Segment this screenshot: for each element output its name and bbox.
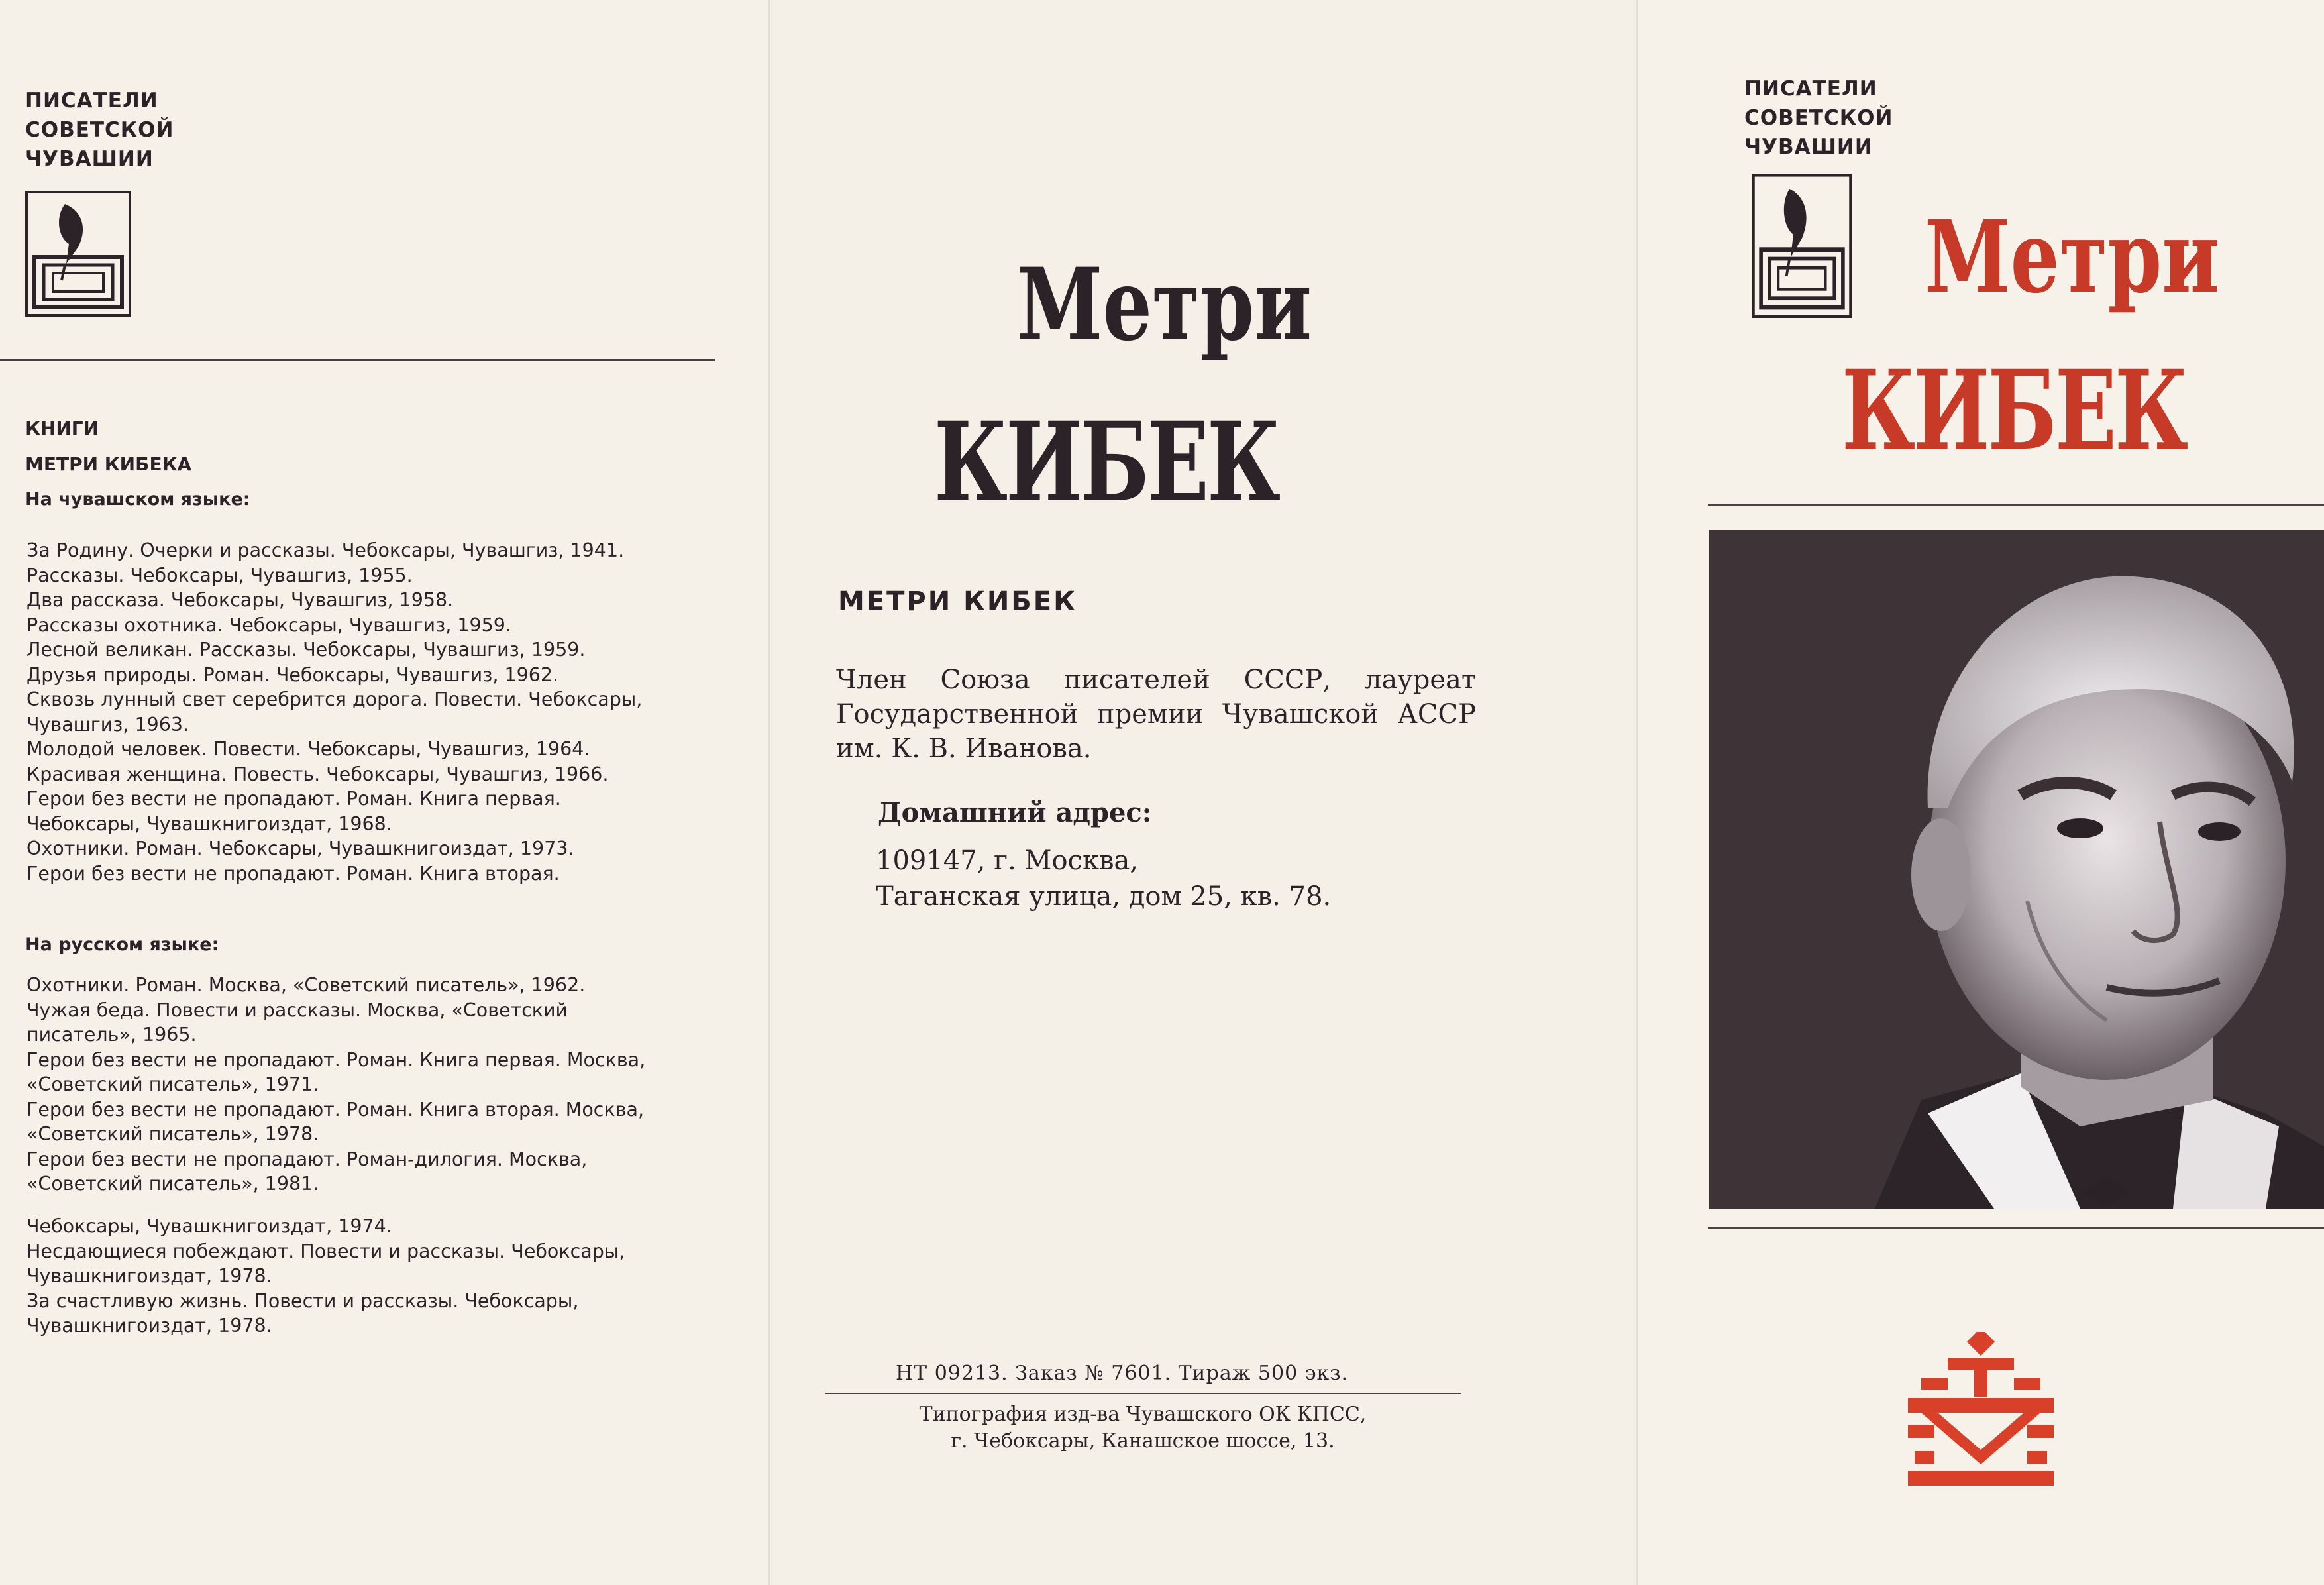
- author-description: Член Союза писателей СССР, лауреат Государственной премии Чувашской АССР им. К. В. Иванова.: [836, 665, 1476, 764]
- list-item: Красивая женщина. Повесть. Чебоксары, Чувашгиз, 1966.: [26, 763, 609, 785]
- list-item: За Родину. Очерки и рассказы. Чебоксары, Чувашгиз, 1941.: [26, 539, 625, 561]
- home-address: [876, 843, 1331, 914]
- title-first-name: Метри: [1017, 246, 1312, 363]
- list-item: Рассказы. Чебоксары, Чувашгиз, 1955.: [26, 564, 413, 586]
- imprint-line: г. Чебоксары, Канашское шоссе, 13.: [951, 1429, 1335, 1452]
- author-portrait-photo: [1709, 530, 2324, 1209]
- imprint-line: Типография изд-ва Чувашского ОК КПСС,: [919, 1403, 1367, 1426]
- chuvash-ornament-icon: [1908, 1332, 2054, 1494]
- series-line: ПИСАТЕЛИ: [25, 89, 158, 113]
- series-title-right: [1744, 74, 1893, 162]
- list-item: Герои без вести не пропадают. Роман. Книга первая. Чебоксары, Чувашкнигоиздат, 1968.: [26, 788, 561, 835]
- list-item: Друзья природы. Роман. Чебоксары, Чувашгиз, 1962.: [26, 663, 559, 686]
- title-last-name-red: КИБЕК: [1842, 346, 2187, 474]
- chuvash-books-list: [26, 538, 666, 886]
- list-item: За счастливую жизнь. Повести и рассказы. Чебоксары, Чувашкнигоиздат, 1978.: [26, 1289, 579, 1337]
- left-panel: [0, 0, 768, 1585]
- address-line: 109147, г. Москва,: [876, 846, 1139, 876]
- author-books-heading: МЕТРИ КИБЕКА: [25, 453, 192, 475]
- list-item: Два рассказа. Чебоксары, Чувашгиз, 1958.: [26, 589, 454, 611]
- russian-books-list: [26, 973, 666, 1197]
- series-line: ЧУВАШИИ: [1744, 135, 1873, 159]
- middle-panel: [768, 0, 1636, 1585]
- address-line: Таганская улица, дом 25, кв. 78.: [876, 881, 1332, 912]
- imprint-printer: [891, 1401, 1395, 1454]
- divider: [1708, 504, 2324, 506]
- list-item: Чебоксары, Чувашкнигоиздат, 1974.: [26, 1215, 392, 1237]
- list-item: Охотники. Роман. Москва, «Советский писатель», 1962.: [26, 974, 586, 996]
- divider: [1708, 1227, 2324, 1229]
- series-line: ПИСАТЕЛИ: [1744, 77, 1877, 101]
- address-label: Домашний адрес:: [878, 797, 1152, 828]
- imprint-divider: [825, 1393, 1461, 1394]
- chuvash-heading: На чувашском языке:: [25, 489, 250, 510]
- list-item: Чужая беда. Повести и рассказы. Москва, «Советский писатель», 1965.: [26, 999, 568, 1046]
- list-item: Герои без вести не пропадают. Роман. Книга вторая. Москва, «Советский писатель», 1978.: [26, 1098, 645, 1145]
- more-books-list: [26, 1214, 666, 1339]
- series-title: [25, 86, 174, 174]
- list-item: Несдающиеся побеждают. Повести и рассказы. Чебоксары, Чувашкнигоиздат, 1978.: [26, 1240, 625, 1287]
- list-item: Лесной великан. Рассказы. Чебоксары, Чувашгиз, 1959.: [26, 639, 586, 661]
- list-item: Герои без вести не пропадают. Роман. Книга первая. Москва, «Советский писатель», 1971.: [26, 1048, 646, 1095]
- list-item: Охотники. Роман. Чебоксары, Чувашкнигоиздат, 1973.: [26, 838, 574, 859]
- title-first-name-red: Метри: [1925, 199, 2220, 315]
- russian-heading: На русском языке:: [25, 934, 219, 955]
- series-line: СОВЕТСКОЙ: [1744, 106, 1893, 130]
- list-item: Герои без вести не пропадают. Роман-дилогия. Москва, «Советский писатель», 1981.: [26, 1148, 588, 1195]
- list-item: Молодой человек. Повести. Чебоксары, Чувашгиз, 1964.: [26, 738, 590, 760]
- list-item: Сквозь лунный свет серебрится дорога. Повести. Чебоксары, Чувашгиз, 1963.: [26, 688, 643, 736]
- books-heading: КНИГИ: [25, 417, 99, 439]
- author-name-caps: МЕТРИ КИБЕК: [838, 586, 1077, 617]
- imprint-order: НТ 09213. Заказ № 7601. Тираж 500 экз.: [896, 1362, 1349, 1385]
- quill-book-emblem-icon: [1752, 174, 1852, 318]
- quill-book-emblem-icon: [25, 191, 131, 317]
- divider: [0, 359, 715, 361]
- series-line: СОВЕТСКОЙ: [25, 118, 174, 142]
- list-item: Рассказы охотника. Чебоксары, Чувашгиз, 1959.: [26, 614, 511, 636]
- title-last-name: КИБЕК: [934, 398, 1279, 526]
- list-item: Герои без вести не пропадают. Роман. Книга вторая.: [26, 862, 560, 885]
- series-line: ЧУВАШИИ: [25, 147, 154, 171]
